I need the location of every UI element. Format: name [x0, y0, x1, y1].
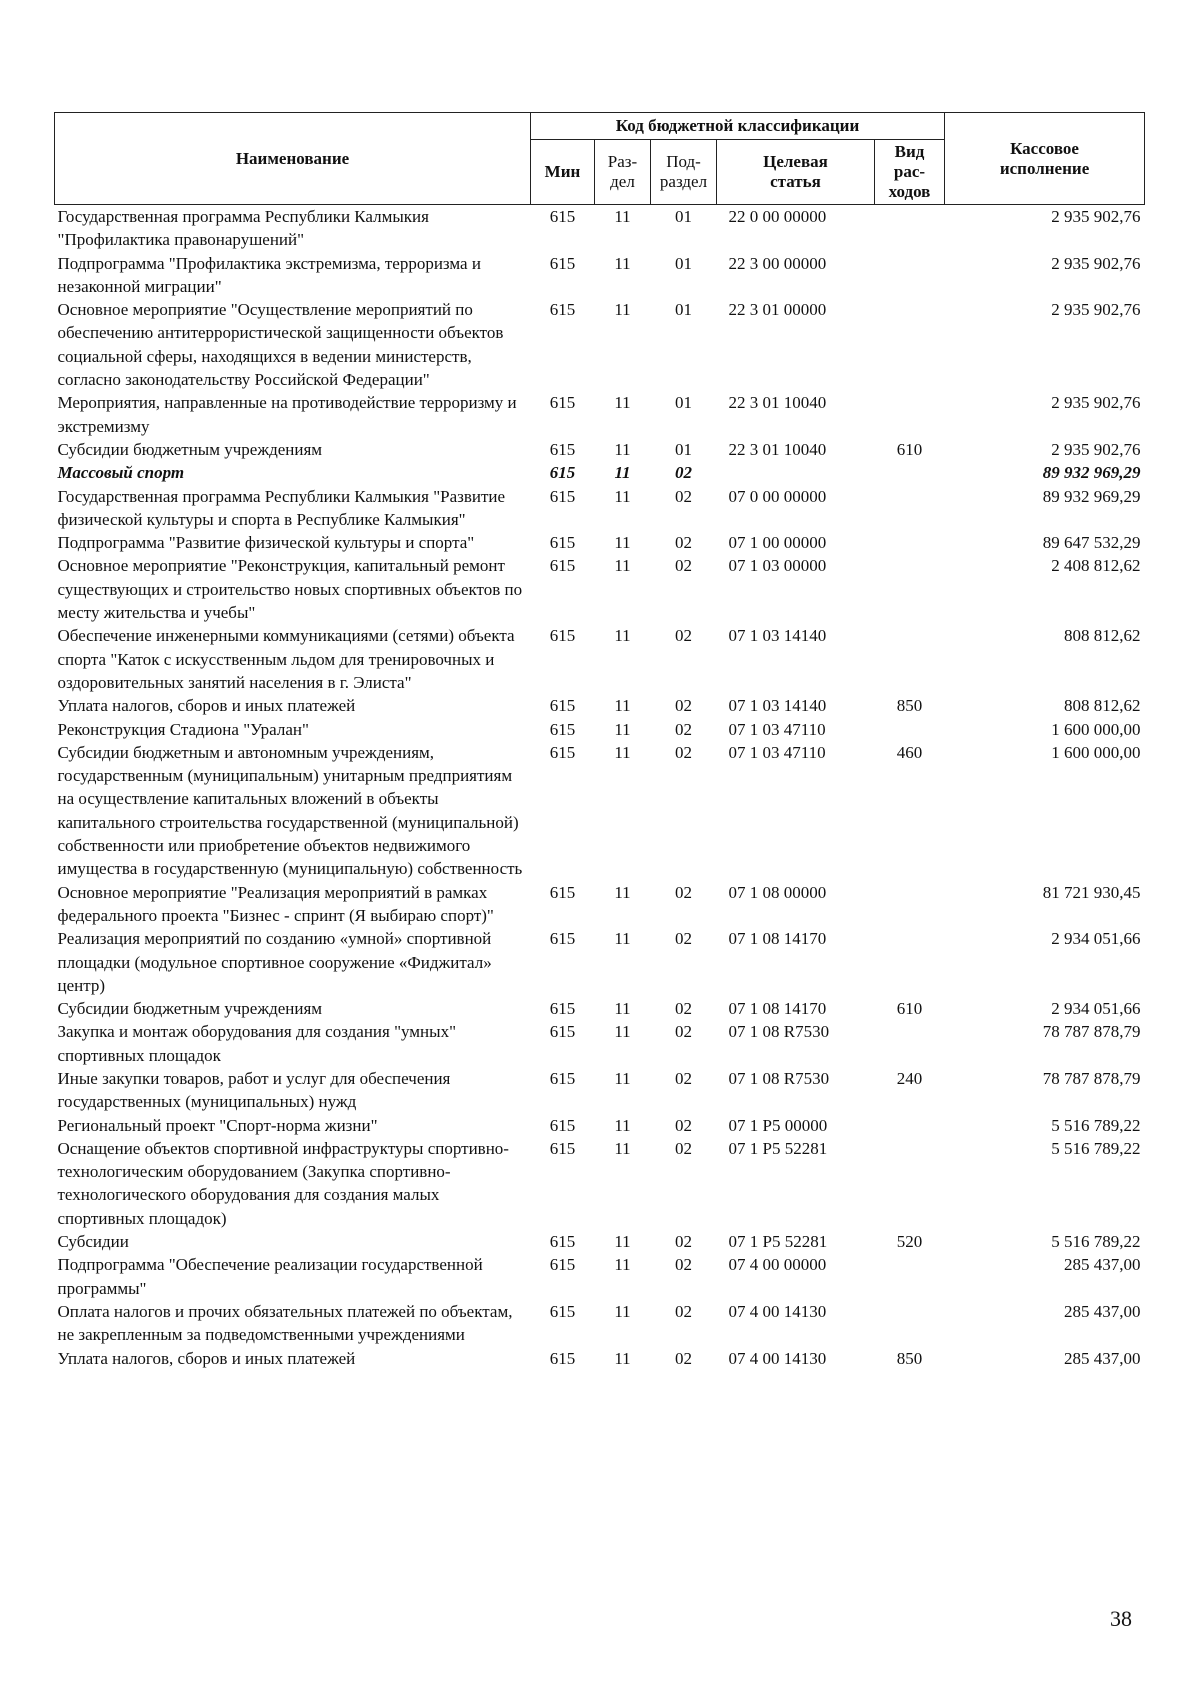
- cell-razdel: 11: [614, 393, 631, 413]
- table-row: [55, 554, 1145, 624]
- cell-name: Закупка и монтаж оборудования для создания "умных" спортивных площадок: [57, 1022, 457, 1065]
- cell-name: Подпрограмма "Развитие физической культуры и спорта": [57, 533, 475, 553]
- cell-sum: 285 437,00: [1064, 1348, 1141, 1368]
- cell-vid: [875, 718, 945, 741]
- cell-sum: 5 516 789,22: [1051, 1115, 1141, 1135]
- header-name: Наименование: [55, 113, 531, 205]
- cell-razdel: 11: [614, 439, 631, 459]
- cell-min: 615: [549, 393, 576, 413]
- cell-razdel: 11: [614, 253, 631, 273]
- cell-target: 22 3 00 00000: [728, 253, 827, 273]
- cell-min: 615: [549, 929, 576, 949]
- cell-sum: 1 600 000,00: [1051, 742, 1141, 762]
- cell-name: Основное мероприятие "Осуществление мероприятий по обеспечению антитеррористической защищенности объектов социальной сферы, находящихся в ведении министерств, согласно законодательству Российской Федерации": [57, 300, 504, 390]
- cell-sum: 5 516 789,22: [1051, 1232, 1141, 1252]
- table-row: [55, 1067, 1145, 1114]
- cell-razdel: 11: [614, 626, 631, 646]
- cell-vid: [875, 927, 945, 997]
- cell-name: Субсидии бюджетным и автономным учреждениям, государственным (муниципальным) унитарным предприятиям на осуществление капитальных вложений в объекты капитального строительства государственной (муниципальной) собственности или приобретение объектов недвижимого имущества в государственную (муниципальную) собственность: [57, 742, 523, 879]
- cell-target: 07 1 00 00000: [728, 533, 827, 553]
- cell-sum: 2 935 902,76: [1051, 253, 1141, 273]
- cell-vid: 520: [896, 1232, 923, 1252]
- cell-razdel: 11: [614, 929, 631, 949]
- cell-podrazdel: 01: [675, 300, 692, 320]
- table-row: [55, 252, 1145, 299]
- cell-name: Реализация мероприятий по созданию «умной» спортивной площадки (модульное спортивное сооружение «Фиджитал» центр): [57, 929, 492, 995]
- cell-name: Основное мероприятие "Реализация мероприятий в рамках федерального проекта "Бизнес - спринт (Я выбираю спорт)": [57, 882, 494, 925]
- cell-sum: 81 721 930,45: [1042, 882, 1141, 902]
- cell-name: Массовый спорт: [57, 463, 185, 483]
- cell-min: 615: [549, 882, 576, 902]
- cell-podrazdel: 02: [675, 463, 692, 483]
- cell-vid: [875, 554, 945, 624]
- table-row: [55, 694, 1145, 717]
- table-row: [55, 1230, 1145, 1253]
- cell-target: 07 1 P5 52281: [728, 1138, 828, 1158]
- cell-name: Основное мероприятие "Реконструкция, капитальный ремонт существующих и строительство новых спортивных объектов по месту жительства и учебы": [57, 556, 523, 623]
- cell-razdel: 11: [614, 556, 631, 576]
- cell-razdel: 11: [614, 719, 631, 739]
- header-target: Целевая статья: [717, 140, 875, 205]
- cell-razdel: 11: [614, 696, 631, 716]
- cell-target: 07 1 03 14140: [728, 626, 827, 646]
- cell-name: Уплата налогов, сборов и иных платежей: [57, 1348, 356, 1368]
- cell-sum: 78 787 878,79: [1042, 1068, 1141, 1088]
- cell-min: 615: [549, 253, 576, 273]
- cell-vid: 460: [896, 742, 923, 762]
- cell-razdel: 11: [614, 1348, 631, 1368]
- table-row: [55, 1253, 1145, 1300]
- table-row: [55, 741, 1145, 881]
- cell-razdel: 11: [614, 207, 631, 226]
- cell-target: 07 1 08 R7530: [728, 1068, 830, 1088]
- cell-min: 615: [549, 1138, 576, 1158]
- cell-podrazdel: 02: [675, 696, 692, 716]
- page-number: 38: [1110, 1606, 1132, 1631]
- cell-razdel: 11: [614, 300, 631, 320]
- cell-podrazdel: 02: [675, 486, 692, 506]
- cell-name: Субсидии бюджетным учреждениям: [57, 999, 323, 1019]
- cell-min: 615: [549, 486, 576, 506]
- cell-podrazdel: 01: [675, 393, 692, 413]
- cell-sum: 285 437,00: [1064, 1255, 1141, 1275]
- cell-name: Уплата налогов, сборов и иных платежей: [57, 696, 356, 716]
- cell-target: 07 4 00 00000: [728, 1255, 827, 1275]
- header-min: Мин: [531, 140, 595, 205]
- cell-sum: 89 647 532,29: [1042, 533, 1141, 553]
- cell-name: Мероприятия, направленные на противодействие терроризму и экстремизму: [57, 393, 517, 436]
- cell-razdel: 11: [614, 742, 631, 762]
- cell-min: 615: [549, 719, 576, 739]
- cell-razdel: 11: [614, 1068, 631, 1088]
- header-vid: Вид рас- ходов: [875, 140, 945, 205]
- header-razdel: Раз- дел: [595, 140, 651, 205]
- cell-min: 615: [549, 1348, 576, 1368]
- cell-name: Государственная программа Республики Калмыкия "Профилактика правонарушений": [57, 207, 429, 250]
- table-row: [55, 391, 1145, 438]
- cell-min: 615: [549, 1115, 576, 1135]
- cell-min: 615: [549, 463, 576, 483]
- cell-podrazdel: 02: [675, 1138, 692, 1158]
- cell-min: 615: [549, 999, 576, 1019]
- cell-sum: 285 437,00: [1064, 1301, 1141, 1321]
- cell-sum: 78 787 878,79: [1042, 1022, 1141, 1042]
- cell-vid: [875, 1300, 945, 1347]
- cell-razdel: 11: [614, 1138, 631, 1158]
- table-row: [55, 927, 1145, 997]
- cell-min: 615: [549, 300, 576, 320]
- table-row: [55, 997, 1145, 1020]
- cell-podrazdel: 02: [675, 1068, 692, 1088]
- table-row: [55, 718, 1145, 741]
- cell-target: 07 1 03 47110: [728, 742, 826, 762]
- cell-razdel: 11: [614, 533, 631, 553]
- cell-podrazdel: 01: [675, 207, 692, 226]
- cell-sum: 2 934 051,66: [1051, 999, 1141, 1019]
- cell-razdel: 11: [614, 486, 631, 506]
- cell-vid: [875, 1137, 945, 1230]
- cell-name: Подпрограмма "Обеспечение реализации государственной программы": [57, 1255, 483, 1298]
- cell-target: 07 0 00 00000: [728, 486, 827, 506]
- cell-podrazdel: 02: [675, 1255, 692, 1275]
- cell-podrazdel: 02: [675, 533, 692, 553]
- table-row: [55, 485, 1145, 532]
- table-row: [55, 624, 1145, 694]
- cell-vid: [875, 881, 945, 928]
- cell-name: Реконструкция Стадиона "Уралан": [57, 719, 309, 739]
- cell-razdel: 11: [614, 463, 631, 483]
- cell-vid: [875, 485, 945, 532]
- cell-min: 615: [549, 626, 576, 646]
- cell-target: 07 1 03 47110: [728, 719, 826, 739]
- cell-razdel: 11: [614, 882, 631, 902]
- cell-min: 615: [549, 533, 576, 553]
- cell-target: 07 1 08 14170: [728, 999, 827, 1019]
- cell-vid: 850: [896, 696, 923, 716]
- cell-name: Государственная программа Республики Калмыкия "Развитие физической культуры и спорта в Республике Калмыкия": [57, 486, 506, 529]
- cell-min: 615: [549, 742, 576, 762]
- cell-vid: [875, 252, 945, 299]
- cell-target: 07 1 03 14140: [728, 696, 827, 716]
- cell-vid: 610: [896, 999, 923, 1019]
- cell-target: 07 1 08 R7530: [728, 1022, 830, 1042]
- cell-podrazdel: 02: [675, 999, 692, 1019]
- cell-sum: 2 408 812,62: [1051, 556, 1141, 576]
- cell-vid: 240: [896, 1068, 923, 1088]
- cell-target: 22 3 01 00000: [728, 300, 827, 320]
- table-row: [55, 1020, 1145, 1067]
- cell-podrazdel: 02: [675, 1301, 692, 1321]
- cell-target: 22 3 01 10040: [728, 439, 827, 459]
- cell-razdel: 11: [614, 1232, 631, 1252]
- cell-name: Субсидии бюджетным учреждениям: [57, 439, 323, 459]
- table-row: [55, 205, 1145, 252]
- cell-sum: 2 935 902,76: [1051, 393, 1141, 413]
- cell-sum: 2 934 051,66: [1051, 929, 1141, 949]
- cell-podrazdel: 02: [675, 719, 692, 739]
- table-row: [55, 1137, 1145, 1230]
- cell-podrazdel: 02: [675, 1232, 692, 1252]
- budget-table-container: [54, 112, 1144, 1370]
- cell-target: 07 1 08 00000: [728, 882, 827, 902]
- cell-razdel: 11: [614, 1022, 631, 1042]
- cell-razdel: 11: [614, 1255, 631, 1275]
- cell-sum: 1 600 000,00: [1051, 719, 1141, 739]
- cell-podrazdel: 02: [675, 929, 692, 949]
- cell-target: 07 4 00 14130: [728, 1348, 827, 1368]
- cell-target: 22 3 01 10040: [728, 393, 827, 413]
- cell-podrazdel: 01: [675, 253, 692, 273]
- cell-razdel: 11: [614, 999, 631, 1019]
- table-header: [55, 113, 1145, 205]
- cell-vid: [875, 1020, 945, 1067]
- cell-target: 07 1 P5 52281: [728, 1232, 828, 1252]
- cell-target: [717, 461, 875, 484]
- cell-target: 07 1 08 14170: [728, 929, 827, 949]
- cell-min: 615: [549, 439, 576, 459]
- cell-min: 615: [549, 1068, 576, 1088]
- table-row: [55, 1300, 1145, 1347]
- table-row: [55, 438, 1145, 461]
- header-podrazdel: Под- раздел: [651, 140, 717, 205]
- header-classification-group: Код бюджетной классификации: [531, 113, 945, 140]
- table-row: [55, 531, 1145, 554]
- cell-name: Обеспечение инженерными коммуникациями (сетями) объекта спорта "Каток с искусственным льдом для тренировочных и оздоровительных занятий населения в г. Элиста": [57, 626, 515, 692]
- cell-min: 615: [549, 556, 576, 576]
- table-body: [55, 205, 1145, 1370]
- cell-min: 615: [549, 1022, 576, 1042]
- table-row: [55, 298, 1145, 391]
- cell-sum: 5 516 789,22: [1051, 1138, 1141, 1158]
- cell-podrazdel: 02: [675, 626, 692, 646]
- cell-min: 615: [549, 1232, 576, 1252]
- cell-podrazdel: 01: [675, 439, 692, 459]
- table-row: [55, 881, 1145, 928]
- cell-name: Оплата налогов и прочих обязательных платежей по объектам, не закрепленным за подведомственными учреждениями: [57, 1301, 513, 1345]
- cell-sum: 808 812,62: [1064, 696, 1141, 716]
- cell-sum: 89 932 969,29: [1042, 486, 1141, 506]
- cell-name: Субсидии: [57, 1232, 129, 1252]
- cell-vid: [875, 298, 945, 391]
- cell-name: Подпрограмма "Профилактика экстремизма, терроризма и незаконной миграции": [57, 253, 481, 296]
- cell-vid: [875, 1114, 945, 1137]
- cell-sum: 89 932 969,29: [1042, 463, 1141, 483]
- cell-podrazdel: 02: [675, 1022, 692, 1042]
- cell-vid: 610: [896, 439, 923, 459]
- table-row: [55, 1347, 1145, 1370]
- cell-min: 615: [549, 1255, 576, 1275]
- cell-min: 615: [549, 207, 576, 226]
- cell-podrazdel: 02: [675, 882, 692, 902]
- cell-podrazdel: 02: [675, 742, 692, 762]
- budget-table: [54, 112, 1145, 1370]
- cell-podrazdel: 02: [675, 1348, 692, 1368]
- cell-sum: 2 935 902,76: [1051, 300, 1141, 320]
- cell-podrazdel: 02: [675, 1115, 692, 1135]
- cell-sum: 2 935 902,76: [1051, 207, 1141, 226]
- cell-vid: [875, 1253, 945, 1300]
- cell-target: 07 1 P5 00000: [728, 1115, 828, 1135]
- cell-vid: [875, 624, 945, 694]
- cell-name: Иные закупки товаров, работ и услуг для обеспечения государственных (муниципальных) нужд: [57, 1068, 451, 1112]
- cell-vid: 850: [896, 1348, 923, 1368]
- cell-razdel: 11: [614, 1301, 631, 1321]
- cell-name: Региональный проект "Спорт-норма жизни": [57, 1115, 378, 1135]
- cell-target: 07 1 03 00000: [728, 556, 827, 576]
- cell-target: 22 0 00 00000: [728, 207, 827, 226]
- cell-min: 615: [549, 1301, 576, 1321]
- cell-sum: 2 935 902,76: [1051, 439, 1141, 459]
- cell-sum: 808 812,62: [1064, 626, 1141, 646]
- section-row: [55, 461, 1145, 484]
- cell-target: 07 4 00 14130: [728, 1301, 827, 1321]
- cell-podrazdel: 02: [675, 556, 692, 576]
- table-row: [55, 1114, 1145, 1137]
- cell-razdel: 11: [614, 1115, 631, 1135]
- cell-vid: [875, 391, 945, 438]
- header-sum: Кассовое исполнение: [945, 113, 1145, 205]
- cell-vid: [875, 531, 945, 554]
- cell-min: 615: [549, 696, 576, 716]
- cell-vid: [875, 205, 945, 252]
- cell-vid: [875, 461, 945, 484]
- cell-name: Оснащение объектов спортивной инфраструктуры спортивно-технологическим оборудованием (Закупка спортивно-технологического оборудования для создания малых спортивных площадок): [57, 1138, 509, 1228]
